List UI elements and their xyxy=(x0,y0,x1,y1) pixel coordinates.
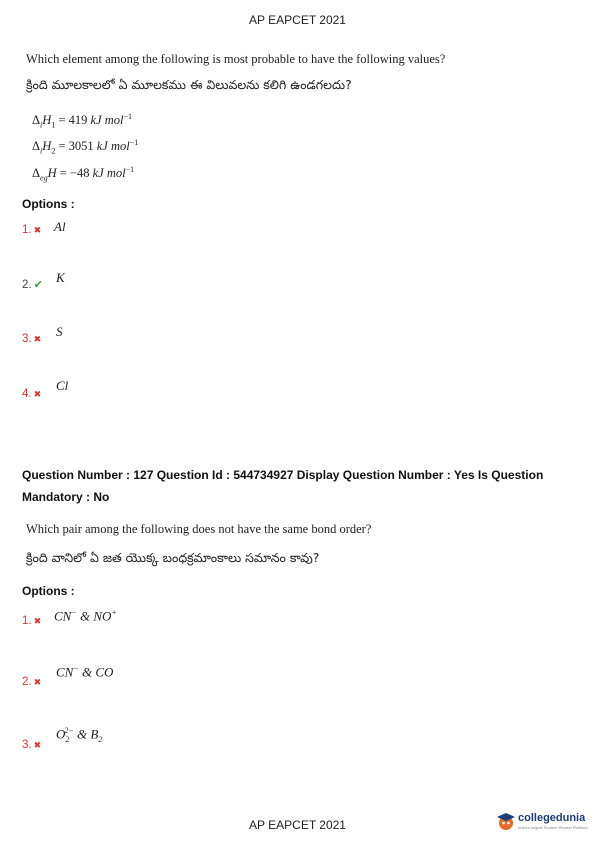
q1-option-4-value: Cl xyxy=(56,378,69,393)
q2-option-2[interactable] xyxy=(22,676,41,688)
q2-option-1-number: 1. xyxy=(22,615,32,627)
wrong-mark-icon: ✖ xyxy=(33,389,42,399)
q1-option-3[interactable] xyxy=(22,333,41,345)
q1-option-2-number: 2. xyxy=(22,279,32,291)
q2-option-3[interactable] xyxy=(22,739,41,751)
wrong-mark-icon: ✖ xyxy=(33,225,42,235)
question-1-options-label: Options : xyxy=(22,197,75,211)
q1-option-2[interactable] xyxy=(22,278,43,291)
q1-option-2-value: K xyxy=(56,270,65,285)
q2-option-2-value: CN− & CO xyxy=(56,664,114,680)
collegedunia-logo xyxy=(495,808,590,836)
q1-option-3-value: S xyxy=(56,324,63,339)
ionization-enthalpy-2: $\Delta_iH_2 = 3051$ kJ mol$^{-1}$ xyxy=(32,138,139,156)
wrong-mark-icon: ✖ xyxy=(33,334,42,344)
logo-tagline: India's largest Student Review Platform xyxy=(518,825,588,830)
ionization-enthalpy-1: $\Delta_iH_1 = 419$ kJ mol$^{-1}$ xyxy=(32,112,132,130)
question-2-text-te: క్రింది వానిలో ఏ జత యొక్క బంధక్రమాంకాలు సమానం కావు? xyxy=(26,550,320,565)
graduate-icon xyxy=(495,810,517,832)
q2-option-3-value: $O_2^{2-}$ & $B_2$ xyxy=(56,726,103,744)
q2-option-1[interactable] xyxy=(22,615,41,627)
logo-wordmark: collegedunia xyxy=(518,812,586,824)
q1-option-3-number: 3. xyxy=(22,333,32,345)
q1-option-4[interactable] xyxy=(22,388,41,400)
q2-option-2-number: 2. xyxy=(22,676,32,688)
q1-option-1[interactable] xyxy=(22,224,41,236)
question-meta: Question Number : 127 Question Id : 544734927 Display Question Number : Yes Is Question Mandatory : No xyxy=(22,468,544,504)
wrong-mark-icon: ✖ xyxy=(33,740,42,750)
correct-check-icon: ✔ xyxy=(33,279,43,291)
question-2-text-en: Which pair among the following does not have the same bond order? xyxy=(26,522,372,536)
q1-option-1-value: Al xyxy=(54,219,66,234)
electron-gain-enthalpy: $\Delta_{eg}H = -48$ kJ mol$^{-1}$ xyxy=(32,165,135,183)
wrong-mark-icon: ✖ xyxy=(33,616,42,626)
wrong-mark-icon: ✖ xyxy=(33,677,42,687)
q2-option-1-value: CN− & NO+ xyxy=(54,608,117,624)
q1-option-4-number: 4. xyxy=(22,388,32,400)
q2-option-3-number: 3. xyxy=(22,739,32,751)
question-1-text-en: Which element among the following is most probable to have the following values? xyxy=(26,52,446,66)
page-footer: AP EAPCET 2021 xyxy=(249,818,346,832)
question-1-text-te: క్రింది మూలకాలలో ఏ మూలకము ఈ విలువలను కలిగి ఉండగలదు? xyxy=(26,77,352,92)
q1-option-1-number: 1. xyxy=(22,224,32,236)
page-header: AP EAPCET 2021 xyxy=(249,13,346,27)
question-2-options-label: Options : xyxy=(22,584,75,598)
